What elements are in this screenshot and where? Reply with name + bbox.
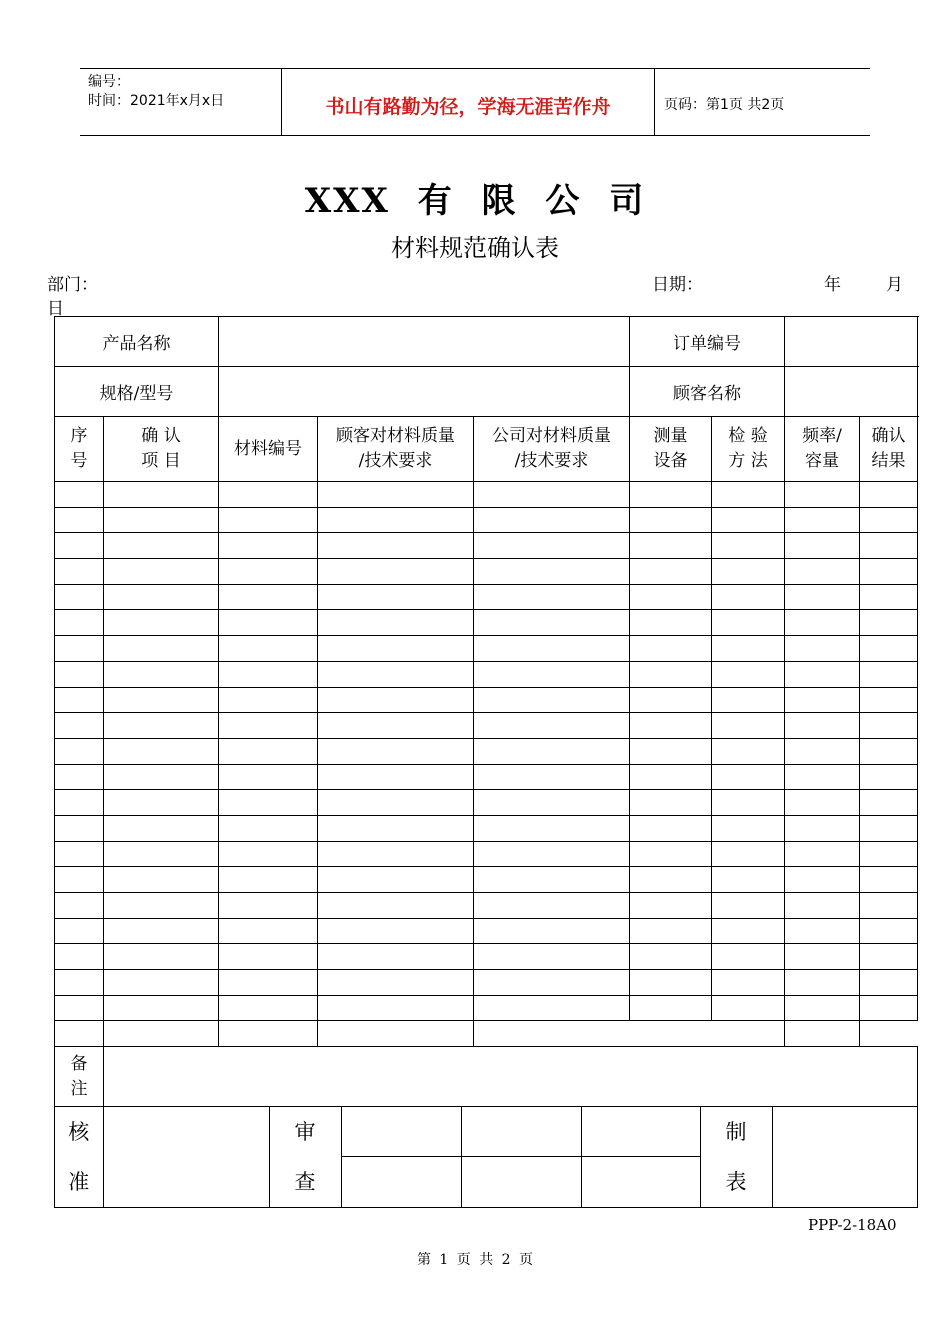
table-cell[interactable] [860,918,918,944]
table-cell[interactable] [55,636,104,662]
table-row [55,918,918,944]
table-cell[interactable] [785,867,860,893]
table-cell[interactable] [55,790,104,816]
table-row [55,584,918,610]
table-row [55,482,918,508]
table-cell[interactable] [860,661,918,687]
table-cell[interactable] [219,559,318,585]
approve-label: 核 准 [55,1107,103,1207]
table-cell[interactable] [860,584,918,610]
table-cell[interactable] [860,790,918,816]
table-cell[interactable] [630,533,712,559]
review-field[interactable] [461,1157,581,1208]
col-frequency: 频率/ 容量 [785,417,860,482]
header-bottom-rule [80,135,870,136]
table-cell[interactable] [785,661,860,687]
table-cell[interactable] [318,610,474,636]
table-cell[interactable] [630,507,712,533]
table-cell[interactable] [630,764,712,790]
table-cell[interactable] [630,636,712,662]
table-cell[interactable] [860,815,918,841]
table-cell[interactable] [318,841,474,867]
table-cell[interactable] [104,738,219,764]
table-cell[interactable] [474,918,630,944]
table-cell[interactable] [712,893,785,919]
table-cell[interactable] [630,841,712,867]
table-cell[interactable] [104,867,219,893]
table-cell[interactable] [860,867,918,893]
table-cell[interactable] [785,738,860,764]
table-cell[interactable] [860,533,918,559]
table-cell[interactable] [785,482,860,508]
table-cell[interactable] [104,533,219,559]
table-cell[interactable] [785,533,860,559]
table-row [55,636,918,662]
table-cell[interactable] [712,764,785,790]
table-cell[interactable] [219,482,318,508]
table-cell[interactable] [55,893,104,919]
table-cell[interactable] [318,713,474,739]
table-cell[interactable] [712,687,785,713]
table-cell[interactable] [785,995,860,1021]
product-name-label: 产品名称 [55,317,219,367]
table-cell[interactable] [474,841,630,867]
spec-model-label: 规格/型号 [55,367,219,417]
table-cell[interactable] [785,507,860,533]
table-cell[interactable] [318,815,474,841]
table-cell[interactable] [219,584,318,610]
prepare-field[interactable] [772,1107,917,1207]
table-cell[interactable] [219,687,318,713]
table-row [55,764,918,790]
table-cell[interactable] [318,893,474,919]
table-cell[interactable] [630,482,712,508]
table-row [55,738,918,764]
table-cell[interactable] [104,661,219,687]
table-cell[interactable] [104,764,219,790]
table-row [55,661,918,687]
form-code: PPP-2-18A0 [808,1216,897,1234]
table-cell[interactable] [785,559,860,585]
table-cell[interactable] [104,790,219,816]
col-result: 确认 结果 [860,417,918,482]
table-cell[interactable] [55,918,104,944]
table-cell[interactable] [104,507,219,533]
page-footer: 第 1 页 共 2 页 [416,1252,534,1268]
table-cell[interactable] [712,533,785,559]
table-cell[interactable] [219,867,318,893]
table-cell[interactable] [474,559,630,585]
table-cell[interactable] [474,893,630,919]
table-cell[interactable] [630,713,712,739]
table-row [55,790,918,816]
col-material-no: 材料编号 [219,417,318,482]
table-row [55,533,918,559]
order-no-field[interactable] [785,317,918,367]
col-seq: 序 号 [55,417,104,482]
detail-table [54,416,918,1208]
signature-area [55,1107,918,1208]
table-cell[interactable] [55,610,104,636]
table-cell[interactable] [860,764,918,790]
table-cell[interactable] [860,944,918,970]
customer-name-field[interactable] [785,367,918,417]
table-cell[interactable] [630,970,712,996]
table-cell[interactable] [55,661,104,687]
table-cell[interactable] [785,764,860,790]
review-field[interactable] [341,1157,461,1208]
table-cell[interactable] [318,995,474,1021]
table-cell[interactable] [55,944,104,970]
table-cell[interactable] [219,790,318,816]
table-cell[interactable] [318,636,474,662]
table-cell[interactable] [785,918,860,944]
table-cell[interactable] [712,918,785,944]
table-cell[interactable] [219,944,318,970]
table-cell[interactable] [785,841,860,867]
table-row [55,815,918,841]
table-cell[interactable] [318,970,474,996]
table-cell[interactable] [474,482,630,508]
table-cell[interactable] [219,893,318,919]
table-cell[interactable] [474,995,630,1021]
table-cell[interactable] [712,636,785,662]
table-cell[interactable] [219,764,318,790]
table-cell[interactable] [55,713,104,739]
table-cell[interactable] [318,661,474,687]
table-cell[interactable] [630,790,712,816]
col-customer-requirement: 顾客对材料质量 /技术要求 [318,417,474,482]
table-cell[interactable] [860,507,918,533]
year-label: 年 [824,275,841,295]
table-cell[interactable] [630,559,712,585]
table-row [55,867,918,893]
table-cell[interactable] [318,559,474,585]
number-label: 编号： [88,74,130,90]
table-cell[interactable] [104,610,219,636]
table-cell[interactable] [474,584,630,610]
table-cell[interactable] [55,533,104,559]
table-cell[interactable] [630,661,712,687]
header-divider-right [654,68,655,135]
table-row [55,995,918,1021]
motto: 书山有路勤为径，学海无涯苦作舟 [325,96,611,118]
table-cell[interactable] [785,944,860,970]
table-cell[interactable] [785,893,860,919]
table-cell[interactable] [318,918,474,944]
table-cell[interactable] [318,944,474,970]
table-cell[interactable] [219,533,318,559]
table-cell[interactable] [860,738,918,764]
table-cell[interactable] [712,661,785,687]
table-cell[interactable] [219,1021,318,1047]
table-cell[interactable] [318,507,474,533]
table-cell[interactable] [219,507,318,533]
table-cell[interactable] [104,944,219,970]
table-cell[interactable] [318,482,474,508]
table-cell[interactable] [712,944,785,970]
table-cell[interactable] [860,995,918,1021]
table-cell[interactable] [104,584,219,610]
table-row [55,1021,918,1047]
signature-table [55,1107,917,1207]
table-cell[interactable] [219,995,318,1021]
table-cell[interactable] [104,841,219,867]
table-cell[interactable] [55,841,104,867]
table-cell[interactable] [712,507,785,533]
review-field[interactable] [581,1107,700,1156]
date-line: 时间：2021年x月x日 [88,93,225,109]
table-cell[interactable] [712,970,785,996]
approve-field[interactable] [103,1107,269,1207]
product-name-field[interactable] [219,317,630,367]
table-cell[interactable] [55,970,104,996]
review-field[interactable] [341,1107,461,1156]
table-cell[interactable] [860,610,918,636]
table-cell[interactable] [712,738,785,764]
table-row [55,687,918,713]
department-label: 部门： [47,275,98,295]
table-cell[interactable] [318,1021,474,1047]
col-company-requirement: 公司对材料质量 /技术要求 [474,417,630,482]
table-cell[interactable] [318,764,474,790]
table-cell[interactable] [860,893,918,919]
table-cell[interactable] [712,815,785,841]
table-cell[interactable] [55,559,104,585]
table-cell[interactable] [474,533,630,559]
table-cell[interactable] [104,1021,219,1047]
table-cell[interactable] [474,738,630,764]
table-cell[interactable] [318,533,474,559]
table-row [55,944,918,970]
table-cell[interactable] [474,815,630,841]
table-cell[interactable] [474,661,630,687]
review-field[interactable] [461,1107,581,1156]
table-cell[interactable] [219,815,318,841]
table-cell[interactable] [219,636,318,662]
table-cell[interactable] [318,867,474,893]
table-cell[interactable] [474,764,630,790]
table-cell[interactable] [104,559,219,585]
table-row [55,970,918,996]
table-cell[interactable] [630,738,712,764]
table-cell[interactable] [630,918,712,944]
table-cell[interactable] [630,815,712,841]
table-cell[interactable] [712,610,785,636]
review-field[interactable] [581,1157,700,1208]
col-inspection-method: 检 验 方 法 [712,417,785,482]
table-cell[interactable] [712,482,785,508]
table-cell[interactable] [860,482,918,508]
table-cell[interactable] [55,687,104,713]
table-cell[interactable] [104,687,219,713]
table-row [55,507,918,533]
table-cell[interactable] [860,687,918,713]
table-cell[interactable] [785,636,860,662]
table-cell[interactable] [785,610,860,636]
table-cell[interactable] [712,867,785,893]
table-cell[interactable] [785,790,860,816]
table-cell[interactable] [219,661,318,687]
table-cell[interactable] [55,482,104,508]
table-cell[interactable] [104,995,219,1021]
table-cell[interactable] [630,584,712,610]
table-cell[interactable] [474,1021,785,1047]
remark-field[interactable] [104,1047,918,1107]
col-item: 确 认 项 目 [104,417,219,482]
table-cell[interactable] [860,841,918,867]
table-row [55,610,918,636]
table-cell[interactable] [474,944,630,970]
table-cell[interactable] [474,790,630,816]
table-cell[interactable] [785,1021,860,1047]
table-row [55,559,918,585]
table-cell[interactable] [712,584,785,610]
header-top-rule [80,68,870,69]
table-cell[interactable] [318,584,474,610]
table-cell[interactable] [630,687,712,713]
table-cell[interactable] [712,790,785,816]
table-row [55,841,918,867]
table-cell[interactable] [104,713,219,739]
table-cell[interactable] [630,610,712,636]
table-cell[interactable] [318,687,474,713]
page-info: 页码：第1页 共2页 [664,97,785,113]
table-cell[interactable] [104,482,219,508]
month-label: 月 [886,275,903,295]
table-cell[interactable] [55,507,104,533]
table-cell[interactable] [219,610,318,636]
table-cell[interactable] [785,815,860,841]
day-label: 日 [47,299,64,319]
table-cell[interactable] [55,867,104,893]
table-cell[interactable] [712,841,785,867]
table-cell[interactable] [474,687,630,713]
table-cell[interactable] [104,636,219,662]
table-cell[interactable] [860,970,918,996]
prepare-label: 制 表 [700,1107,772,1207]
table-cell[interactable] [55,584,104,610]
table-cell[interactable] [860,636,918,662]
table-cell[interactable] [104,970,219,996]
table-cell[interactable] [55,764,104,790]
table-cell[interactable] [712,713,785,739]
table-cell[interactable] [474,970,630,996]
table-cell[interactable] [219,841,318,867]
order-no-label: 订单编号 [630,317,785,367]
table-cell[interactable] [219,918,318,944]
table-cell[interactable] [785,584,860,610]
date-label: 日期： [652,275,703,295]
table-cell[interactable] [318,790,474,816]
table-cell[interactable] [712,559,785,585]
document-title: 材料规范确认表 [391,234,559,262]
table-cell[interactable] [630,867,712,893]
table-cell[interactable] [712,995,785,1021]
table-row [55,713,918,739]
customer-name-label: 顾客名称 [630,367,785,417]
table-row [55,893,918,919]
table-cell[interactable] [474,610,630,636]
col-measuring-equipment: 测量 设备 [630,417,712,482]
remark-label: 备 注 [55,1047,104,1107]
table-cell[interactable] [318,738,474,764]
table-cell[interactable] [860,559,918,585]
table-cell[interactable] [474,867,630,893]
table-cell[interactable] [630,893,712,919]
company-name: XXX 有 限 公 司 [304,181,646,221]
table-cell[interactable] [219,738,318,764]
table-cell[interactable] [55,1021,104,1047]
review-label: 审 查 [269,1107,341,1207]
material-spec-form [54,316,918,417]
table-cell[interactable] [474,507,630,533]
table-cell[interactable] [630,995,712,1021]
table-cell[interactable] [785,687,860,713]
table-cell[interactable] [104,815,219,841]
table-cell[interactable] [104,918,219,944]
table-cell[interactable] [785,713,860,739]
table-cell[interactable] [785,970,860,996]
table-cell[interactable] [474,636,630,662]
table-cell[interactable] [219,713,318,739]
table-cell[interactable] [860,713,918,739]
spec-model-field[interactable] [219,367,630,417]
table-cell[interactable] [55,738,104,764]
table-cell[interactable] [474,713,630,739]
table-cell[interactable] [55,995,104,1021]
table-cell[interactable] [630,944,712,970]
table-cell[interactable] [104,893,219,919]
table-cell[interactable] [219,970,318,996]
table-cell[interactable] [55,815,104,841]
